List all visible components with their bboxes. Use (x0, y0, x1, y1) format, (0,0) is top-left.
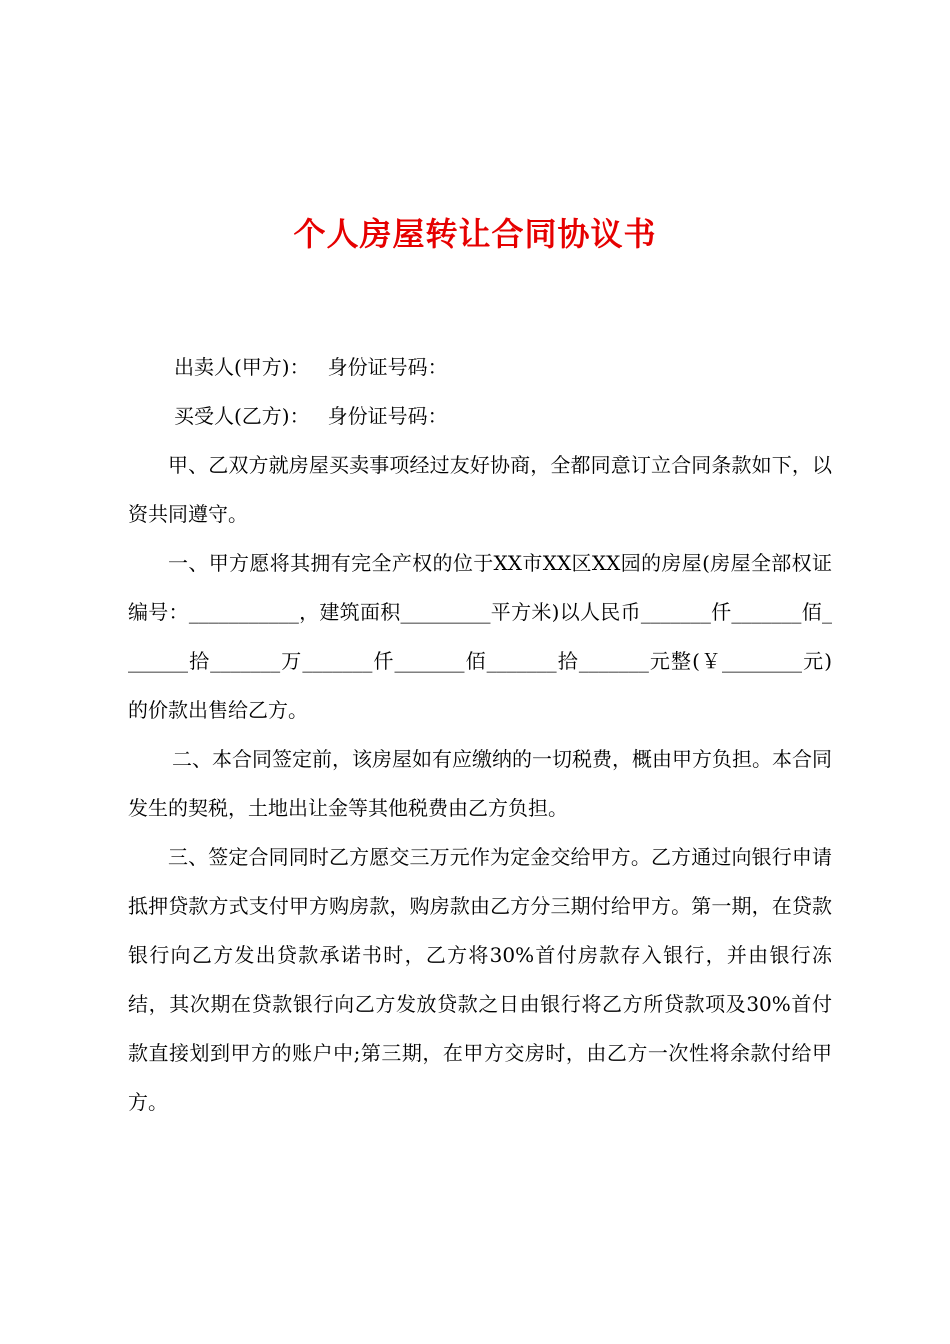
paragraph-clause-2: 二、本合同签定前，该房屋如有应缴纳的一切税费，概由甲方负担。本合同发生的契税，土地出让金等其他税费由乙方负担。 (128, 747, 832, 820)
paragraph-clause-3: 三、签定合同同时乙方愿交三万元作为定金交给甲方。乙方通过向银行申请抵押贷款方式支付甲方购房款，购房款由乙方分三期付给甲方。第一期，在贷款银行向乙方发出贷款承诺书时，乙方将30%首付房款存入银行，并由银行冻结，其次期在贷款银行向乙方发放贷款之日由银行将乙方所贷款项及30%首付款直接划到甲方的账户中;第三期，在甲方交房时，由乙方一次性将余款付给甲方。 (128, 845, 832, 1114)
buyer-id-label: 身份证号码： (327, 404, 448, 428)
buyer-line (128, 392, 832, 441)
buyer-label: 买受人(乙方)： (174, 404, 310, 428)
document-title: 个人房屋转让合同协议书 (293, 215, 657, 253)
paragraph-intro: 甲、乙双方就房屋买卖事项经过友好协商，全都同意订立合同条款如下，以资共同遵守。 (128, 453, 832, 526)
seller-id-label: 身份证号码： (327, 355, 448, 379)
seller-line (128, 343, 832, 392)
seller-label: 出卖人(甲方)： (174, 355, 310, 379)
document-body (128, 343, 832, 1127)
paragraph-clause-1: 一、甲方愿将其拥有完全产权的位于XX市XX区XX园的房屋(房屋全部权证编号：___________，建筑面积_________平方米)以人民币_______仟_______佰_______拾_______万_______仟_______佰_______拾_______元整(￥________元)的价款出售给乙方。 (128, 551, 832, 722)
